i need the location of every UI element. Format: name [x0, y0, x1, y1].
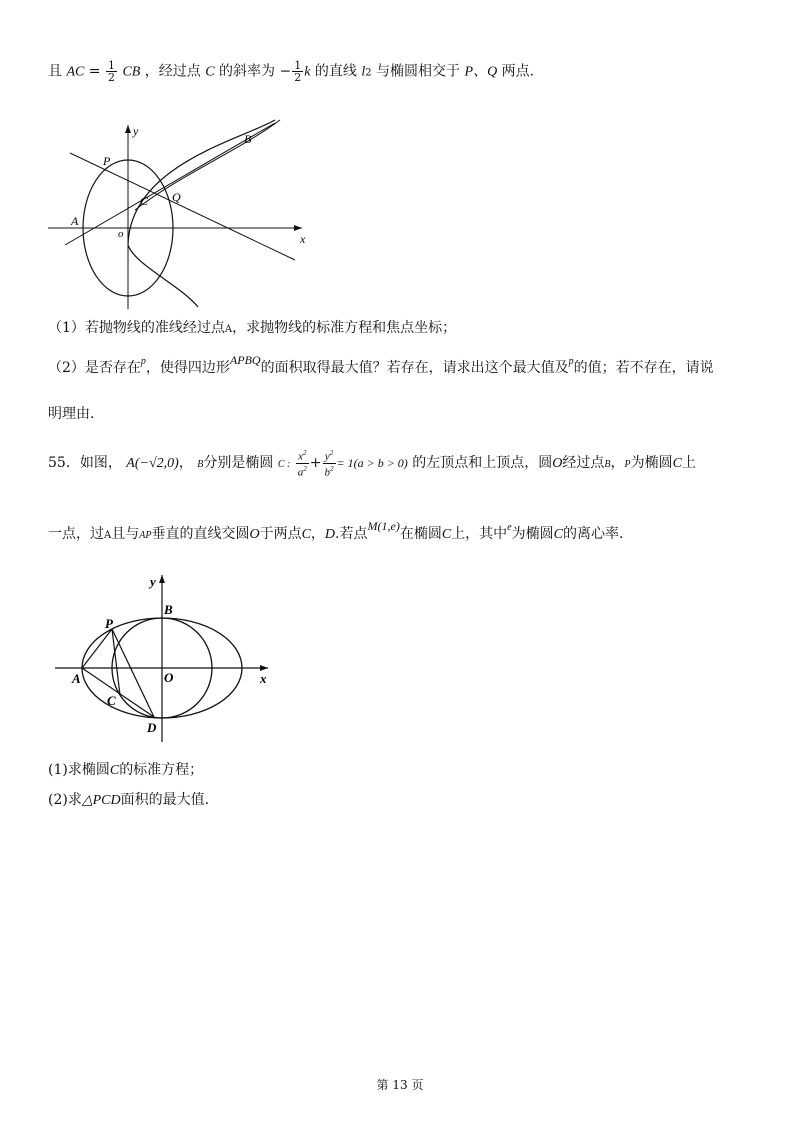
subscript: 2: [365, 67, 372, 79]
label-d: D: [147, 720, 157, 735]
denominator: 2: [294, 71, 302, 84]
label-o: o: [118, 228, 124, 240]
ellipse-c: C: [109, 763, 120, 778]
text: 为椭圆: [511, 526, 554, 542]
param-p: p: [140, 356, 146, 367]
point-b: B: [197, 459, 204, 471]
point-c: C: [301, 527, 311, 542]
slope-k: k: [304, 64, 311, 80]
equation-rhs: = 1(a > b > 0): [336, 456, 408, 471]
label-y: y: [150, 574, 156, 589]
text: 在椭圆: [399, 526, 442, 542]
ellipse-c: C :: [277, 459, 291, 471]
text: 为椭圆: [630, 455, 673, 472]
denominator: $a^2$: [297, 464, 307, 479]
page-footer: 第 13 页: [376, 1078, 424, 1092]
numerator: $x^2$: [296, 448, 309, 464]
fraction-x2-a2: [296, 448, 309, 478]
label-o: O: [164, 670, 174, 685]
label-b: B: [164, 602, 173, 617]
text: （1）若抛物线的准线经过点: [48, 320, 225, 336]
text: 两点.: [501, 63, 535, 80]
vector-cb: CB: [122, 64, 141, 80]
segment-pd: [112, 629, 154, 717]
label-a: A: [71, 214, 79, 228]
text: ，: [610, 455, 625, 472]
line-pq: [70, 153, 295, 260]
fraction-y2-b2: [323, 448, 336, 478]
label-x: x: [300, 232, 306, 246]
numerator: 1: [107, 59, 115, 72]
text: 的直线: [314, 63, 357, 80]
x-axis-arrow: [294, 225, 302, 231]
point-m: M(1,e): [367, 519, 400, 533]
label-x: x: [260, 671, 267, 686]
text: 于两点: [259, 526, 302, 542]
text: ，经过点: [144, 63, 201, 80]
y-axis-arrow: [159, 575, 165, 583]
text: 且: [48, 63, 62, 80]
label-q: Q: [172, 190, 181, 204]
text: =: [88, 63, 101, 80]
text: 的左顶点和上顶点，圆: [412, 455, 553, 472]
question-2: [48, 353, 714, 380]
text: (1)求椭圆: [48, 762, 110, 778]
eccentricity-e: e: [507, 522, 512, 533]
y-axis-arrow: [125, 125, 131, 133]
parabola-upper: [128, 120, 275, 245]
question-2-cont: [48, 404, 94, 424]
parabola-lower: [128, 245, 198, 307]
text: ，求抛物线的标准方程和焦点坐标；: [232, 320, 457, 336]
quad-apbq: APBQ: [229, 353, 261, 367]
numerator: 1: [294, 59, 302, 72]
point-c: C: [205, 64, 215, 80]
point-a: A: [104, 530, 112, 541]
figure-ellipse-circle: [50, 570, 280, 745]
label-c: C: [107, 693, 116, 708]
vector-ac: AC: [66, 64, 85, 80]
question-1: [48, 318, 456, 340]
circle-o: O: [552, 456, 563, 472]
label-a: A: [72, 671, 81, 686]
label-c: C: [140, 194, 149, 208]
label-y: y: [133, 124, 139, 138]
line-l: l: [361, 64, 366, 80]
text: 的面积取得最大值？若存在，请求出这个最大值及: [260, 360, 569, 376]
fraction-half: [106, 60, 117, 83]
label-p: P: [103, 154, 111, 168]
label-p: P: [105, 616, 113, 631]
intro-line: [48, 60, 534, 84]
parabola-branch: [135, 120, 280, 210]
fraction-half-2: [292, 60, 303, 83]
text: 明理由.: [48, 406, 95, 422]
numerator: $y^2$: [323, 448, 336, 464]
ellipse-c: C: [672, 456, 682, 472]
text: 上，其中: [451, 526, 508, 542]
triangle-pcd: △PCD: [81, 793, 121, 808]
ellipse-c: C: [553, 527, 563, 542]
text: （2）是否存在: [48, 360, 141, 376]
text: 且与: [111, 526, 140, 542]
param-p-2: p: [568, 356, 574, 367]
text: .若点: [335, 526, 368, 542]
figure-parabola-ellipse: [40, 115, 320, 315]
text: 的斜率为: [219, 63, 276, 80]
text: 的值；若不存在，请说: [573, 360, 714, 376]
text: 经过点: [562, 455, 605, 472]
problem-number: 55．如图，: [48, 455, 122, 472]
text: 的离心率.: [562, 526, 624, 542]
text: ，使得四边形: [145, 360, 230, 376]
point-p: P: [624, 459, 631, 471]
point-b: B: [604, 459, 611, 471]
problem-55-line1: 55．如图， A(−√2,0)， B分别是椭圆 C : $\frac{x^2}{a^2}$ + $\frac{y^2}{b^2}$ = 1(a > b > 0) 的左顶点和上顶点，圆O经过点B，P为椭圆C上: [48, 449, 696, 479]
text: 一点，过: [48, 526, 104, 542]
text: 的标准方程；: [119, 762, 204, 778]
text: ，: [178, 455, 193, 472]
points-pq: P、Q: [464, 64, 498, 80]
text: 垂直的直线交圆: [151, 526, 250, 542]
subquestion-1: [48, 760, 203, 781]
text: 面积的最大值.: [120, 792, 210, 808]
point-a: A: [224, 324, 233, 335]
minus: −: [279, 63, 292, 80]
circle-o: O: [249, 527, 260, 542]
subquestion-2: [48, 790, 209, 811]
point-a: A(−√2,0): [126, 456, 179, 472]
denominator: $b^2$: [324, 464, 334, 479]
segment-pc: [112, 629, 120, 695]
segment-ap: AP: [139, 530, 152, 541]
text: 与椭圆相交于: [376, 63, 461, 80]
text: (2)求: [48, 792, 82, 808]
text: 上: [681, 455, 696, 472]
ellipse-c: C: [441, 527, 452, 542]
denominator: 2: [107, 71, 115, 84]
text: 分别是椭圆: [203, 455, 274, 472]
text: ，: [310, 526, 325, 542]
point-d: D: [324, 527, 336, 542]
problem-55-line2: [48, 519, 624, 546]
label-b: B: [244, 132, 252, 146]
segment-ap: [82, 629, 112, 668]
